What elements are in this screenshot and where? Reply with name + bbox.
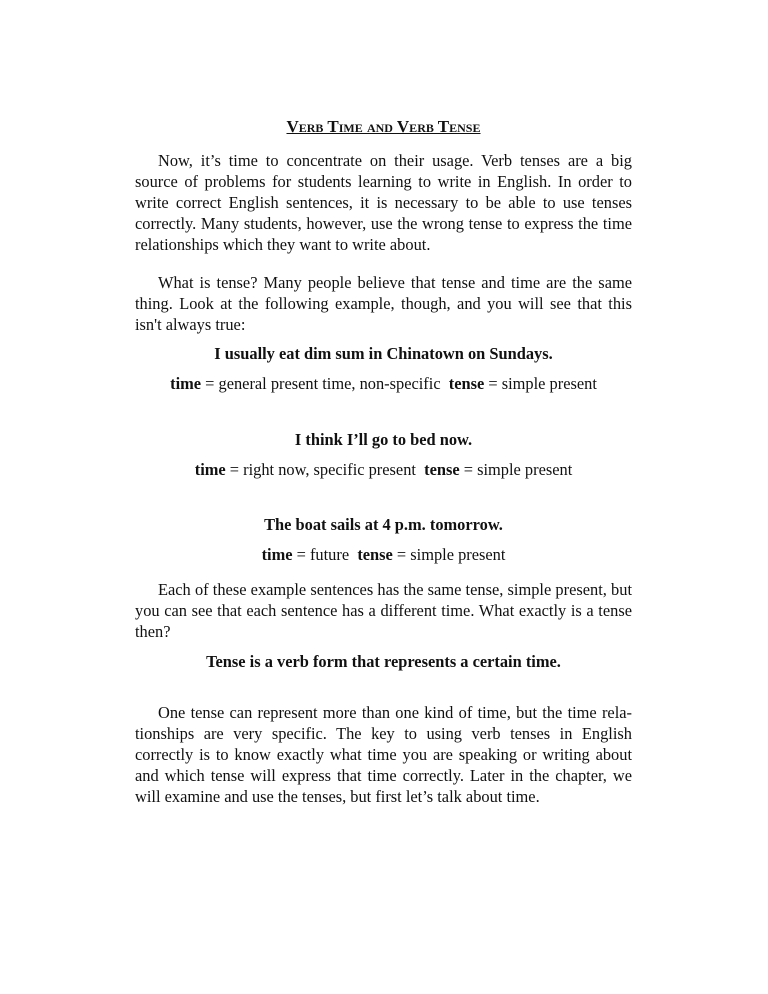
tense-label: tense — [357, 545, 393, 564]
example-annotation — [135, 544, 632, 565]
example-annotation — [135, 373, 632, 394]
time-label: time — [261, 545, 293, 564]
time-label: time — [194, 460, 226, 479]
paragraph-2 — [135, 272, 632, 335]
tense-definition: Tense is a verb form that represents a certain time. — [206, 652, 561, 671]
tense-value: = simple present — [459, 460, 573, 479]
example-2 — [135, 429, 632, 480]
paragraph-text: Now, it’s time to concentrate on their usage. Verb tenses are a big source of problems for students learning to write in English. In order to write correct English sentences, it is necessary to be able to use tenses correctly. Many students, however, use the wrong tense to express the time relationships which they want to write about. — [135, 151, 632, 254]
tense-value: = simple present — [392, 545, 506, 564]
paragraph-text: What is tense? Many people believe that tense and time are the same thing. Look at the following example, though, and you will see that this isn't always true: — [135, 273, 632, 334]
example-annotation — [135, 459, 632, 480]
example-sentence: I usually eat dim sum in Chinatown on Sundays. — [214, 344, 553, 363]
paragraph-text: Each of these example sentences has the same tense, simple present, but you can see that each sentence has a different time. What exactly is a tense then? — [135, 580, 632, 641]
example-sentence: I think I’ll go to bed now. — [294, 430, 473, 449]
document-title-block — [135, 116, 632, 137]
tense-value: = simple present — [484, 374, 597, 393]
tense-label: tense — [448, 374, 485, 393]
example-3 — [135, 514, 632, 565]
tense-label: tense — [424, 460, 460, 479]
time-value: = general present time, non-specific — [201, 374, 449, 393]
definition-block — [135, 651, 632, 672]
paragraph-4 — [135, 702, 632, 807]
paragraph-1 — [135, 150, 632, 255]
paragraph-3 — [135, 579, 632, 642]
time-label: time — [170, 374, 202, 393]
document-title: Verb Time and Verb Tense — [286, 117, 481, 136]
example-1 — [135, 343, 632, 394]
example-sentence: The boat sails at 4 p.m. tomorrow. — [264, 515, 503, 534]
paragraph-text: One tense can represent more than one kind of time, but the time relationships are very specific. The key to using verb tenses in English correctly is to know exactly what time you are speaking or writing about and which tense will express that time correctly. Later in the chapter, we will examine and use the tenses, but first let’s talk about time. — [135, 703, 632, 806]
time-value: = future — [292, 545, 358, 564]
time-value: = right now, specific present — [225, 460, 425, 479]
